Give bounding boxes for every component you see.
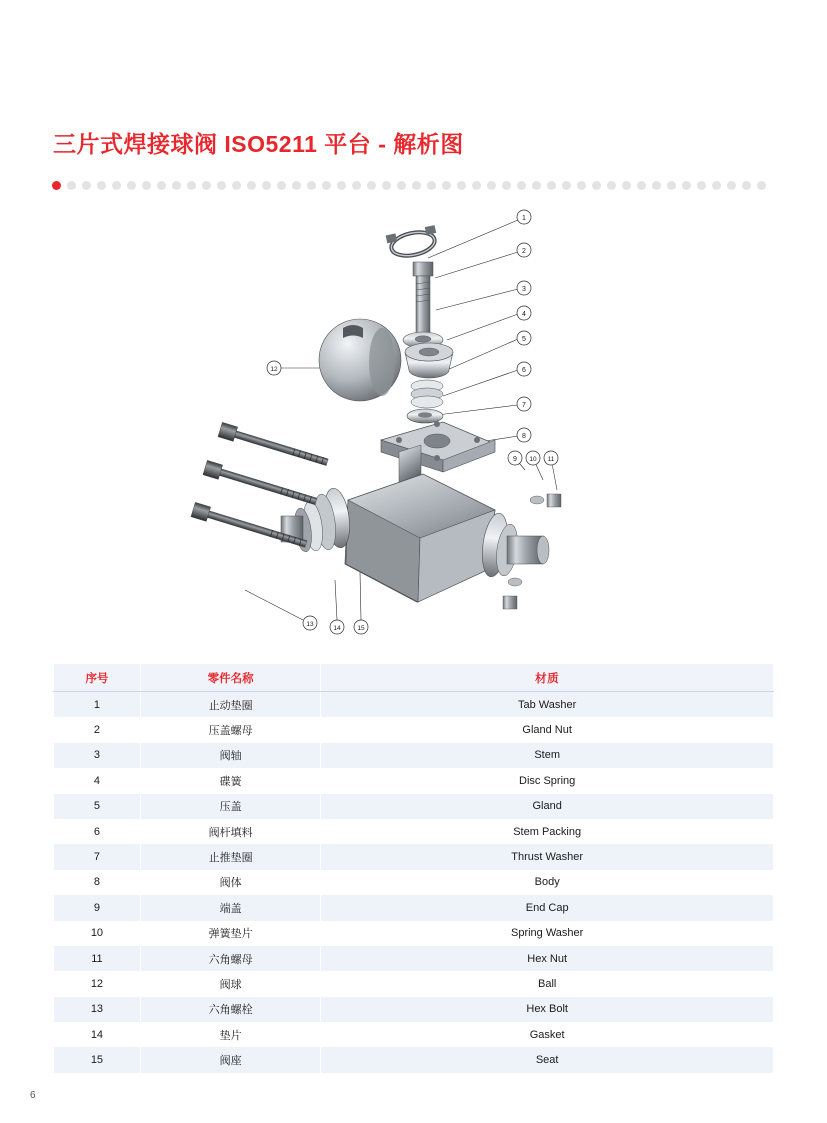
svg-text:11: 11 bbox=[547, 456, 555, 463]
cell-material: Body bbox=[321, 870, 774, 895]
decorative-dot bbox=[367, 181, 376, 190]
cell-material: Ball bbox=[321, 971, 774, 996]
decorative-dot bbox=[172, 181, 181, 190]
svg-text:7: 7 bbox=[522, 402, 526, 409]
decorative-dot bbox=[187, 181, 196, 190]
cell-no: 9 bbox=[54, 895, 141, 920]
decorative-dot bbox=[67, 181, 76, 190]
cell-name: 六角螺栓 bbox=[140, 997, 320, 1022]
decorative-dot bbox=[307, 181, 316, 190]
decorative-dot bbox=[652, 181, 661, 190]
cell-no: 15 bbox=[54, 1047, 141, 1072]
cell-no: 13 bbox=[54, 997, 141, 1022]
cell-name: 弹簧垫片 bbox=[140, 921, 320, 946]
cell-name: 阀座 bbox=[140, 1047, 320, 1072]
table-row bbox=[54, 717, 774, 742]
cell-material: End Cap bbox=[321, 895, 774, 920]
svg-text:1: 1 bbox=[522, 215, 526, 222]
table-row bbox=[54, 844, 774, 869]
table-row bbox=[54, 997, 774, 1022]
svg-text:15: 15 bbox=[357, 625, 365, 632]
svg-text:10: 10 bbox=[529, 456, 537, 463]
svg-text:3: 3 bbox=[522, 286, 526, 293]
cell-name: 六角螺母 bbox=[140, 946, 320, 971]
svg-text:9: 9 bbox=[513, 456, 517, 463]
table-row bbox=[54, 870, 774, 895]
decorative-dot bbox=[142, 181, 151, 190]
cell-name: 压盖螺母 bbox=[140, 717, 320, 742]
decorative-dot bbox=[232, 181, 241, 190]
table-row bbox=[54, 946, 774, 971]
decorative-dot bbox=[727, 181, 736, 190]
cell-name: 阀体 bbox=[140, 870, 320, 895]
table-row bbox=[54, 971, 774, 996]
decorative-dot bbox=[262, 181, 271, 190]
decorative-dot bbox=[637, 181, 646, 190]
table-row bbox=[54, 1047, 774, 1072]
decorative-dot bbox=[247, 181, 256, 190]
cell-no: 2 bbox=[54, 717, 141, 742]
decorative-dot bbox=[397, 181, 406, 190]
cell-material: Stem bbox=[321, 743, 774, 768]
decorative-dot bbox=[427, 181, 436, 190]
cell-no: 3 bbox=[54, 743, 141, 768]
decorative-dot bbox=[682, 181, 691, 190]
decorative-dot bbox=[697, 181, 706, 190]
decorative-dot-rule bbox=[52, 180, 772, 190]
cell-material: Stem Packing bbox=[321, 819, 774, 844]
table-header-row bbox=[54, 664, 774, 692]
table-row bbox=[54, 794, 774, 819]
cell-name: 端盖 bbox=[140, 895, 320, 920]
table-row bbox=[54, 921, 774, 946]
cell-no: 5 bbox=[54, 794, 141, 819]
exploded-valve-diagram bbox=[185, 200, 585, 645]
table-row bbox=[54, 819, 774, 844]
decorative-dot bbox=[502, 181, 511, 190]
decorative-dot bbox=[442, 181, 451, 190]
decorative-dot bbox=[472, 181, 481, 190]
parts-table bbox=[53, 663, 774, 1073]
cell-material: Thrust Washer bbox=[321, 844, 774, 869]
cell-material: Seat bbox=[321, 1047, 774, 1072]
page-title: 三片式焊接球阀 ISO5211 平台 - 解析图 bbox=[53, 131, 464, 157]
svg-text:12: 12 bbox=[270, 366, 278, 373]
svg-text:8: 8 bbox=[522, 433, 526, 440]
decorative-dot bbox=[547, 181, 556, 190]
decorative-dot bbox=[277, 181, 286, 190]
decorative-dot bbox=[562, 181, 571, 190]
cell-name: 止动垫圈 bbox=[140, 692, 320, 718]
decorative-dot bbox=[112, 181, 121, 190]
column-header-no: 序号 bbox=[54, 664, 141, 692]
decorative-dot bbox=[292, 181, 301, 190]
decorative-dot bbox=[532, 181, 541, 190]
decorative-dot bbox=[97, 181, 106, 190]
decorative-dot bbox=[382, 181, 391, 190]
cell-no: 8 bbox=[54, 870, 141, 895]
decorative-dot bbox=[517, 181, 526, 190]
column-header-material: 材质 bbox=[321, 664, 774, 692]
svg-text:2: 2 bbox=[522, 248, 526, 255]
table-row bbox=[54, 692, 774, 718]
page-number: 6 bbox=[30, 1090, 36, 1101]
table-row bbox=[54, 768, 774, 793]
decorative-dot bbox=[577, 181, 586, 190]
decorative-dot bbox=[607, 181, 616, 190]
cell-name: 阀轴 bbox=[140, 743, 320, 768]
decorative-dot bbox=[457, 181, 466, 190]
decorative-dot bbox=[742, 181, 751, 190]
cell-no: 11 bbox=[54, 946, 141, 971]
decorative-dot bbox=[127, 181, 136, 190]
accent-dot bbox=[52, 181, 61, 190]
decorative-dot bbox=[337, 181, 346, 190]
decorative-dot bbox=[352, 181, 361, 190]
column-header-name: 零件名称 bbox=[140, 664, 320, 692]
cell-no: 10 bbox=[54, 921, 141, 946]
svg-text:4: 4 bbox=[522, 311, 526, 318]
decorative-dot bbox=[157, 181, 166, 190]
decorative-dot bbox=[217, 181, 226, 190]
cell-no: 12 bbox=[54, 971, 141, 996]
svg-text:13: 13 bbox=[306, 621, 314, 628]
cell-no: 7 bbox=[54, 844, 141, 869]
cell-no: 14 bbox=[54, 1022, 141, 1047]
decorative-dot bbox=[757, 181, 766, 190]
cell-no: 4 bbox=[54, 768, 141, 793]
cell-no: 1 bbox=[54, 692, 141, 718]
cell-material: Tab Washer bbox=[321, 692, 774, 718]
decorative-dot bbox=[82, 181, 91, 190]
decorative-dot bbox=[622, 181, 631, 190]
cell-material: Gland Nut bbox=[321, 717, 774, 742]
cell-name: 垫片 bbox=[140, 1022, 320, 1047]
decorative-dot bbox=[487, 181, 496, 190]
cell-name: 阀球 bbox=[140, 971, 320, 996]
svg-text:5: 5 bbox=[522, 336, 526, 343]
svg-text:14: 14 bbox=[333, 625, 341, 632]
cell-material: Gasket bbox=[321, 1022, 774, 1047]
cell-name: 碟簧 bbox=[140, 768, 320, 793]
table-row bbox=[54, 1022, 774, 1047]
table-row bbox=[54, 895, 774, 920]
cell-material: Gland bbox=[321, 794, 774, 819]
cell-name: 阀杆填料 bbox=[140, 819, 320, 844]
table-row bbox=[54, 743, 774, 768]
cell-no: 6 bbox=[54, 819, 141, 844]
decorative-dot bbox=[412, 181, 421, 190]
decorative-dot bbox=[712, 181, 721, 190]
decorative-dot bbox=[202, 181, 211, 190]
cell-name: 压盖 bbox=[140, 794, 320, 819]
cell-name: 止推垫圈 bbox=[140, 844, 320, 869]
decorative-dot bbox=[592, 181, 601, 190]
decorative-dot bbox=[667, 181, 676, 190]
cell-material: Hex Bolt bbox=[321, 997, 774, 1022]
cell-material: Disc Spring bbox=[321, 768, 774, 793]
cell-material: Hex Nut bbox=[321, 946, 774, 971]
cell-material: Spring Washer bbox=[321, 921, 774, 946]
decorative-dot bbox=[322, 181, 331, 190]
svg-text:6: 6 bbox=[522, 367, 526, 374]
